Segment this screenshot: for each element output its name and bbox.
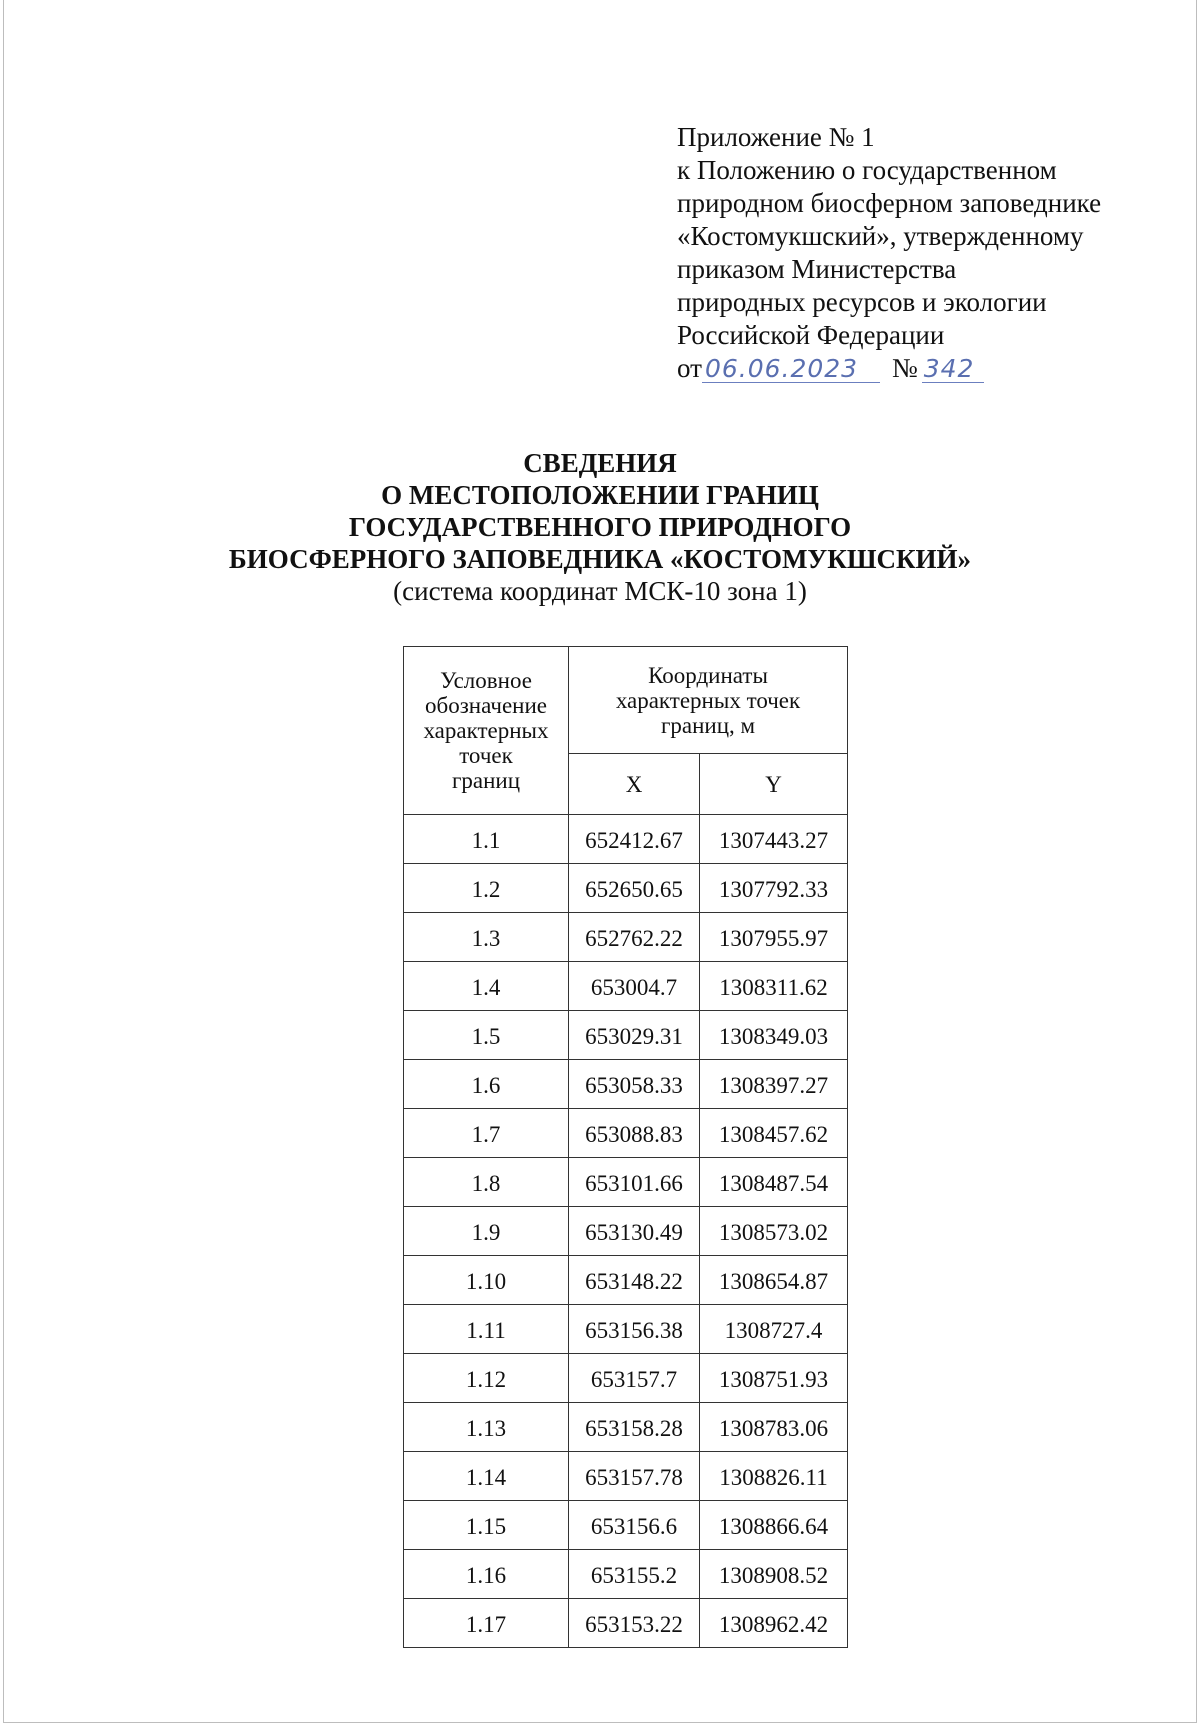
y-coordinate-cell: 1308397.27 — [700, 1060, 848, 1109]
y-coordinate-cell: 1308573.02 — [700, 1207, 848, 1256]
coordinates-table — [403, 646, 848, 1648]
header-point-line: характерных — [423, 718, 549, 743]
coordinates-table-body — [404, 815, 848, 1648]
x-coordinate-cell: 653153.22 — [569, 1599, 700, 1648]
handwritten-date: 06.06.2023 — [702, 356, 880, 383]
point-id-cell: 1.5 — [404, 1011, 569, 1060]
x-coordinate-cell: 653101.66 — [569, 1158, 700, 1207]
point-id-cell: 1.10 — [404, 1256, 569, 1305]
point-id-cell: 1.4 — [404, 962, 569, 1011]
table-row — [404, 913, 848, 962]
table-row — [404, 1599, 848, 1648]
point-id-cell: 1.15 — [404, 1501, 569, 1550]
x-coordinate-cell: 653004.7 — [569, 962, 700, 1011]
point-id-cell: 1.16 — [404, 1550, 569, 1599]
point-id-cell: 1.13 — [404, 1403, 569, 1452]
y-coordinate-cell: 1308349.03 — [700, 1011, 848, 1060]
x-coordinate-cell: 653157.78 — [569, 1452, 700, 1501]
point-id-cell: 1.1 — [404, 815, 569, 864]
point-id-cell: 1.3 — [404, 913, 569, 962]
x-coordinate-cell: 652412.67 — [569, 815, 700, 864]
table-row — [404, 1403, 848, 1452]
table-row — [404, 1501, 848, 1550]
title-line: ГОСУДАРСТВЕННОГО ПРИРОДНОГО — [348, 512, 852, 542]
header-y: Y — [700, 754, 848, 815]
number-label: № — [891, 353, 918, 383]
header-point-line: границ — [451, 768, 521, 793]
appendix-line: Приложение № 1 — [677, 122, 875, 152]
appendix-line: Российской Федерации — [677, 320, 945, 350]
header-coordinates — [569, 647, 848, 754]
x-coordinate-cell: 653156.6 — [569, 1501, 700, 1550]
handwritten-number: 342 — [922, 356, 984, 383]
appendix-line: природном биосферном заповеднике — [677, 188, 1102, 218]
y-coordinate-cell: 1308962.42 — [700, 1599, 848, 1648]
point-id-cell: 1.11 — [404, 1305, 569, 1354]
point-id-cell: 1.12 — [404, 1354, 569, 1403]
header-x: X — [569, 754, 700, 815]
header-point-line: точек — [459, 743, 513, 768]
y-coordinate-cell: 1308487.54 — [700, 1158, 848, 1207]
order-line — [677, 352, 1147, 385]
x-coordinate-cell: 652762.22 — [569, 913, 700, 962]
y-coordinate-cell: 1308457.62 — [700, 1109, 848, 1158]
point-id-cell: 1.7 — [404, 1109, 569, 1158]
table-row — [404, 1109, 848, 1158]
x-coordinate-cell: 653130.49 — [569, 1207, 700, 1256]
x-coordinate-cell: 653158.28 — [569, 1403, 700, 1452]
x-coordinate-cell: 653156.38 — [569, 1305, 700, 1354]
point-id-cell: 1.8 — [404, 1158, 569, 1207]
document-title — [0, 447, 1200, 575]
title-line: О МЕСТОПОЛОЖЕНИИ ГРАНИЦ — [381, 480, 819, 510]
x-coordinate-cell: 653058.33 — [569, 1060, 700, 1109]
header-coordinates-line: границ, м — [660, 712, 756, 738]
x-coordinate-cell: 653148.22 — [569, 1256, 700, 1305]
table-row — [404, 815, 848, 864]
y-coordinate-cell: 1308783.06 — [700, 1403, 848, 1452]
table-row — [404, 1207, 848, 1256]
y-coordinate-cell: 1308866.64 — [700, 1501, 848, 1550]
table-row — [404, 1060, 848, 1109]
table-row — [404, 1158, 848, 1207]
point-id-cell: 1.14 — [404, 1452, 569, 1501]
y-coordinate-cell: 1308751.93 — [700, 1354, 848, 1403]
y-coordinate-cell: 1308727.4 — [700, 1305, 848, 1354]
header-coordinates-line: характерных точек — [615, 687, 801, 713]
header-point-designation — [404, 647, 569, 815]
table-row — [404, 1354, 848, 1403]
y-coordinate-cell: 1308826.11 — [700, 1452, 848, 1501]
table-row — [404, 1305, 848, 1354]
x-coordinate-cell: 653155.2 — [569, 1550, 700, 1599]
y-coordinate-cell: 1307792.33 — [700, 864, 848, 913]
table-row — [404, 962, 848, 1011]
y-coordinate-cell: 1308654.87 — [700, 1256, 848, 1305]
y-coordinate-cell: 1307955.97 — [700, 913, 848, 962]
header-point-line: обозначение — [425, 693, 547, 718]
appendix-line: природных ресурсов и экологии — [677, 287, 1047, 317]
title-line: СВЕДЕНИЯ — [523, 448, 677, 478]
y-coordinate-cell: 1308908.52 — [700, 1550, 848, 1599]
table-row — [404, 1256, 848, 1305]
from-label: от — [677, 353, 702, 383]
point-id-cell: 1.9 — [404, 1207, 569, 1256]
x-coordinate-cell: 653029.31 — [569, 1011, 700, 1060]
appendix-line: приказом Министерства — [677, 254, 957, 284]
header-coordinates-line: Координаты — [648, 662, 768, 688]
table-row — [404, 864, 848, 913]
table-row — [404, 1452, 848, 1501]
x-coordinate-cell: 653088.83 — [569, 1109, 700, 1158]
title-line: БИОСФЕРНОГО ЗАПОВЕДНИКА «КОСТОМУКШСКИЙ» — [228, 544, 972, 574]
x-coordinate-cell: 653157.7 — [569, 1354, 700, 1403]
appendix-block — [677, 121, 1147, 385]
point-id-cell: 1.6 — [404, 1060, 569, 1109]
point-id-cell: 1.2 — [404, 864, 569, 913]
x-coordinate-cell: 652650.65 — [569, 864, 700, 913]
header-point-line: Условное — [440, 668, 532, 693]
appendix-line: к Положению о государственном — [677, 155, 1057, 185]
document-subtitle: (система координат МСК-10 зона 1) — [393, 576, 807, 606]
table-row — [404, 1550, 848, 1599]
point-id-cell: 1.17 — [404, 1599, 569, 1648]
appendix-line: «Костомукшский», утвержденному — [677, 221, 1084, 251]
y-coordinate-cell: 1308311.62 — [700, 962, 848, 1011]
y-coordinate-cell: 1307443.27 — [700, 815, 848, 864]
table-row — [404, 1011, 848, 1060]
